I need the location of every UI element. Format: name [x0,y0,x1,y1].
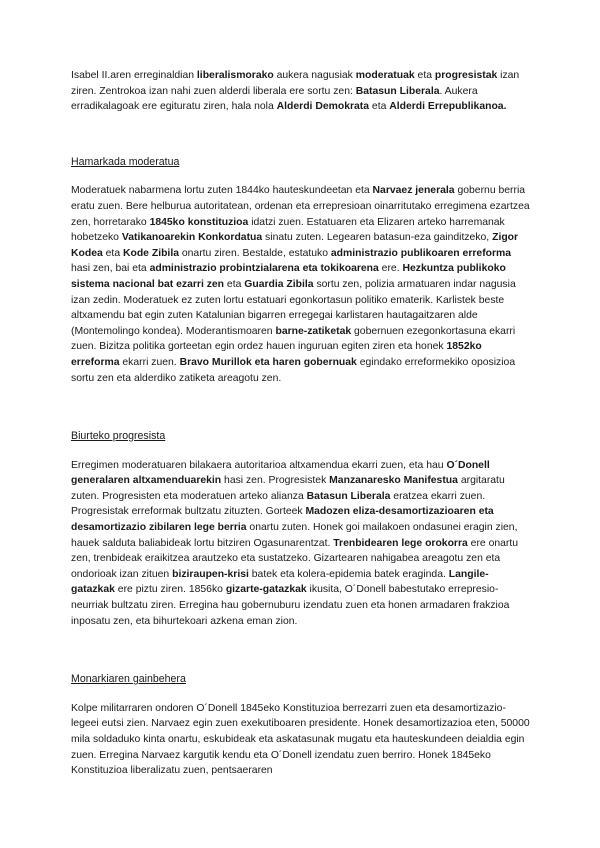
bold-term: Bravo Murillok eta haren gobernuak [179,356,357,368]
bold-term: liberalismorako [196,70,274,81]
text-run: ikusita, O´Donell babestutako errepresio-neurriak bultzatu ziren. Erregina hau gobernuburu izendatu zuen eta honen armadaren frakzioa inposatu zen, eta bihurtekoari azkena eman zion. [71,584,510,627]
bold-term: O´Donell generalaren altxamenduarekin [71,459,490,487]
text-run: eratzea ekarri zuen. Progresistak erreformak bultzatu zituzten. Gorteek [71,490,486,518]
text-run: hasi zen, bai eta [71,263,150,275]
text-run: sortu zen, polizia armatuaren indar nagusia izan zedin. Moderatuek ez zuten lortu estatuari egonkortasun politiko ematerik. Karlistek beste altxamendu bat egin zuten Katalunian bigarren erregegai karlistaren hautagaitzaren alde (Montemolingo kondea). Moderantismoaren [71,278,516,337]
intro-paragraph [71,68,530,115]
bold-term: 1845ko konstituzioa [149,216,249,228]
section-heading-biurteko-progresista: Biurteko progresista [71,430,166,443]
bold-term: Alderdi Demokrata [276,101,370,113]
bold-term: Langile-gatazkak [71,568,489,596]
section-heading-hamarkada-moderatua: Hamarkada moderatua [71,155,180,168]
bold-term: 1852ko erreforma [71,341,482,368]
bold-term: administrazio publikoaren erreforma [330,247,512,259]
text-run: Kolpe militarraren ondoren O´Donell 1845eko Konstituzioa berrezarri zuen eta desamortizazio-legeei eutsi zien. Narvaez egin zuen exekutiboaren presidente. Honek desamortizazioa eten, 50000 mila soldaduko kinta onartu, eskubideak eta askatasunak mugatu eta hauteskundeen deialdia egin zuen. Erregina Narvaez kargutik kendu eta O´Donell izendatu zuen berriro. Honek 1845eko Konstituzioa liberalizatu zuen, pentsaeraren [71,702,530,777]
text-run: Moderatuek nabarmena lortu zuten 1844ko hauteskundeetan eta [71,185,373,197]
text-run: egindako erreformekiko oposizioa sortu zen eta alderdiko zatiketa areagotu zen. [71,356,516,384]
bold-term: Trenbidearen lege orokorra [333,537,468,549]
bold-term: Kode Zibila [122,247,179,259]
bold-term: Guardia Zibila [244,278,314,290]
text-run: sinatu zuten. Legearen batasun-eza gainditzeko, [262,232,493,244]
bold-term: Manzanaresko Manifestua [329,475,458,487]
text-run: gobernuen ezegonkortasuna ekarri zuen. Bizitza politika gorteetan egin ordez hauen inguruan egiten ziren eta honek [71,325,516,353]
bold-term: Batasun Liberala [355,85,440,97]
bold-term: Alderdi Errepublikanoa. [389,101,507,113]
spacer [71,170,530,183]
paragraph-monarkiaren-gainbehera [71,701,530,779]
text-run: batek eta kolera-epidemia batek eraginda. [248,568,449,580]
bold-term: progresistak [434,70,498,81]
bold-term: Batasun Liberala [306,490,391,502]
text-run: argitaratu zuten. Progresisten eta moderatuen arteko alianza [71,475,505,502]
spacer [71,445,530,458]
text-run: idatzi zuen. Estatuaren eta Elizaren arteko harremanak hobetzeko [71,216,505,244]
text-run: gobernu berria eratu zuen. Bere helburua autoritatean, ordenan eta errepresioan oinarritutako erregimena ezartzea zen, horretarako [71,185,530,228]
text-run: eta [224,278,245,290]
text-run: aukera nagusiak [273,70,356,81]
bold-term: gizarte-gatazkak [225,584,307,596]
text-run: izan ziren. Zentrokoa izan nahi zuen alderdi liberala ere sortu zen: [71,70,520,97]
bold-term: Vatikanoarekin Konkordatua [121,232,263,244]
text-run: eta [102,247,123,259]
bold-term: biziraupen-krisi [172,568,249,580]
bold-term: Narvaez jenerala [372,185,455,197]
text-run: ere onartu zen, trenbideak eraikitzea arautzeko eta sustatzeko. Gizartearen nahigabea areagotu zen eta ondorioak izan zituen [71,537,519,580]
text-run: Erregimen moderatuaren bilakaera autoritarioa altxamendua ekarri zuen, eta hau [71,459,447,471]
text-run: onartu zuten. Honek goi mailakoen ondasunei eragin zien, hauek salduta baliabideak lortu bitziren Ogasunarentzat. [71,522,518,549]
bold-term: Hezkuntza publikoko sistema nacional bat ezarri zen [71,263,506,290]
bold-term: Zigor Kodea [71,232,519,259]
spacer [71,629,530,672]
text-run: hasi zen. Progresistek [221,475,330,487]
spacer [71,115,530,155]
bold-term: moderatuak [355,70,415,81]
spacer [71,688,530,701]
text-run: onartu ziren. Bestalde, estatuko [178,247,331,259]
paragraph-hamarkada-moderatua [71,183,530,386]
text-run: eta [414,70,435,81]
text-run: Isabel II.aren erreginaldian [71,70,197,81]
bold-term: Madozen eliza-desamortizazioaren eta desamortizazio zibilaren lege berria [71,506,494,534]
paragraph-biurteko-progresista [71,458,530,630]
text-run: ere piztu ziren. 1856ko [114,584,226,596]
text-run: eta [369,101,390,113]
text-run: ekarri zuen. [119,356,180,368]
text-run: ere. [378,263,403,275]
text-run: . Aukera erradikalagoak ere egituratu ziren, hala nola [71,85,478,113]
bold-term: administrazio probintzialarena eta tokikoarena [149,263,379,275]
spacer [71,386,530,429]
section-heading-monarkiaren-gainbehera: Monarkiaren gainbehera [71,673,186,686]
bold-term: barne-zatiketak [275,325,352,337]
